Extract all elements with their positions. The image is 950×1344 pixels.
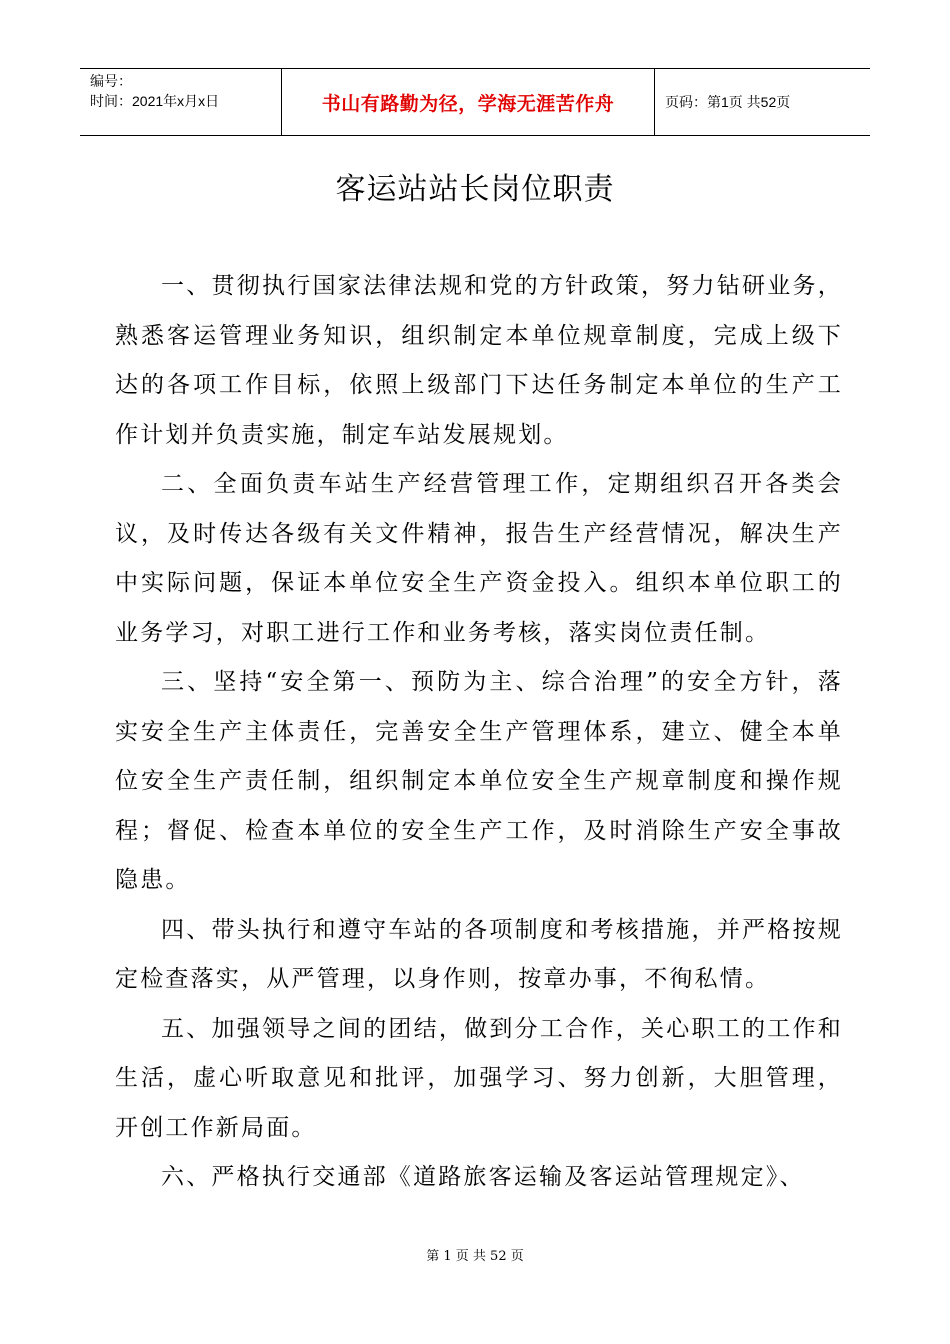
document-time-label: 时间：2021年x月x日 (90, 93, 220, 109)
paragraph: 一、贯彻执行国家法律法规和党的方针政策，努力钻研业务，熟悉客运管理业务知识，组织制定本单位规章制度，完成上级下达的各项工作目标，依照上级部门下达任务制定本单位的生产工作计划并负责实施，制定车站发展规划。 (115, 273, 843, 448)
paragraph: 四、带头执行和遵守车站的各项制度和考核措施，并严格按规定检查落实，从严管理，以身作则，按章办事，不徇私情。 (115, 916, 843, 992)
paragraph: 五、加强领导之间的团结，做到分工合作，关心职工的工作和生活，虚心听取意见和批评，加强学习、努力创新，大胆管理，开创工作新局面。 (115, 1015, 843, 1141)
footer-page-number: 第 1 页 共 52 页 (426, 1249, 524, 1264)
header-motto-cell (282, 69, 655, 135)
document-number-label: 编号： (90, 73, 132, 89)
header-page-info: 页码：第1页 共52页 (665, 94, 791, 110)
header-page-cell (655, 69, 870, 135)
document-title: 客运站站长岗位职责 (335, 172, 615, 207)
paragraph: 六、严格执行交通部《道路旅客运输及客运站管理规定》、 (161, 1164, 805, 1190)
header-table (80, 68, 870, 136)
document-body (115, 262, 843, 1203)
header-meta-cell (80, 69, 282, 135)
header-motto: 书山有路勤为径，学海无涯苦作舟 (321, 92, 615, 115)
paragraph: 二、全面负责车站生产经营管理工作，定期组织召开各类会议，及时传达各级有关文件精神，报告生产经营情况，解决生产中实际问题，保证本单位安全生产资金投入。组织本单位职工的业务学习，对职工进行工作和业务考核，落实岗位责任制。 (115, 471, 843, 646)
paragraph: 三、坚持“安全第一、预防为主、综合治理”的安全方针，落实安全生产主体责任，完善安全生产管理体系，建立、健全本单位安全生产责任制，组织制定本单位安全生产规章制度和操作规程；督促、检查本单位的安全生产工作，及时消除生产安全事故隐患。 (115, 669, 843, 893)
